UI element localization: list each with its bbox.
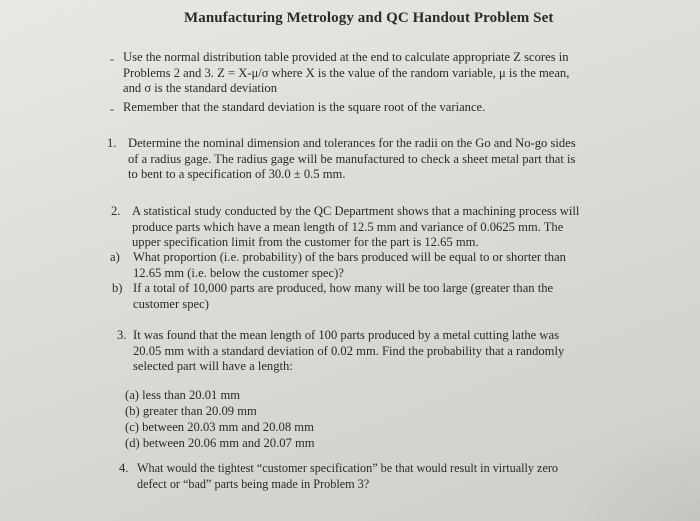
problem-3-text — [133, 328, 564, 375]
problem-line: If a total of 10,000 parts are produced, how many will be too large (greater than the — [133, 281, 554, 295]
problem-number: 4. — [119, 461, 129, 475]
subpart-item: (c) between 20.03 mm and 20.08 mm — [125, 420, 314, 434]
note-line: and σ is the standard deviation — [123, 81, 278, 95]
note-line: Remember that the standard deviation is the square root of the variance. — [123, 100, 486, 114]
problem-line: defect or “bad” parts being made in Problem 3? — [137, 476, 370, 491]
problem-line: It was found that the mean length of 100 parts produced by a metal cutting lathe was — [133, 328, 559, 342]
note-variance — [123, 100, 485, 116]
paper-shadow — [560, 421, 700, 521]
problem-line: customer spec) — [133, 296, 209, 311]
problem-line: of a radius gage. The radius gage will be manufactured to check a sheet metal part that is — [128, 151, 576, 166]
problem-4-text — [137, 461, 558, 492]
problem-number: 1. — [107, 136, 117, 150]
problem-line: upper specification limit from the customer for the part is 12.65 mm. — [132, 235, 479, 249]
problem-line: to bent to a specification of 30.0 ± 0.5 mm. — [128, 167, 346, 181]
note-line: Use the normal distribution table provided at the end to calculate appropriate Z scores in — [123, 50, 569, 64]
subpart-item: (d) between 20.06 mm and 20.07 mm — [125, 436, 315, 450]
problem-number: 2. — [111, 204, 121, 218]
problem-number: 3. — [117, 328, 127, 342]
problem-2a-text — [133, 250, 566, 281]
subpart-item: (b) greater than 20.09 mm — [125, 404, 257, 418]
bullet-dash: - — [110, 52, 114, 66]
page-title: Manufacturing Metrology and QC Handout Problem Set — [184, 10, 554, 26]
problem-line: What proportion (i.e. probability) of the bars produced will be equal to or shorter than — [133, 250, 566, 264]
problem-line: Determine the nominal dimension and tolerances for the radii on the Go and No-go sides — [128, 136, 576, 150]
bullet-dash: - — [110, 102, 114, 116]
problem-3-parts — [125, 387, 315, 451]
problem-line: What would the tightest “customer specification” be that would result in virtually zero — [137, 461, 559, 475]
problem-line: produce parts which have a mean length of 12.5 mm and variance of 0.0625 mm. The — [132, 219, 564, 234]
subpart-label: a) — [110, 250, 120, 264]
problem-2-text — [132, 204, 579, 251]
problem-1-text — [128, 136, 576, 183]
problem-line: A statistical study conducted by the QC Department shows that a machining process will — [132, 204, 580, 218]
subpart-item: (a) less than 20.01 mm — [125, 388, 241, 402]
problem-line: 20.05 mm with a standard deviation of 0.02 mm. Find the probability that a randomly — [133, 343, 565, 358]
subpart-label: b) — [112, 281, 123, 295]
problem-line: selected part will have a length: — [133, 359, 293, 373]
note-normal-table — [123, 50, 569, 97]
note-line: Problems 2 and 3. Z = X-μ/σ where X is the value of the random variable, μ is the mean, — [123, 65, 570, 80]
problem-line: 12.65 mm (i.e. below the customer spec)? — [133, 265, 344, 280]
problem-2b-text — [133, 281, 553, 312]
